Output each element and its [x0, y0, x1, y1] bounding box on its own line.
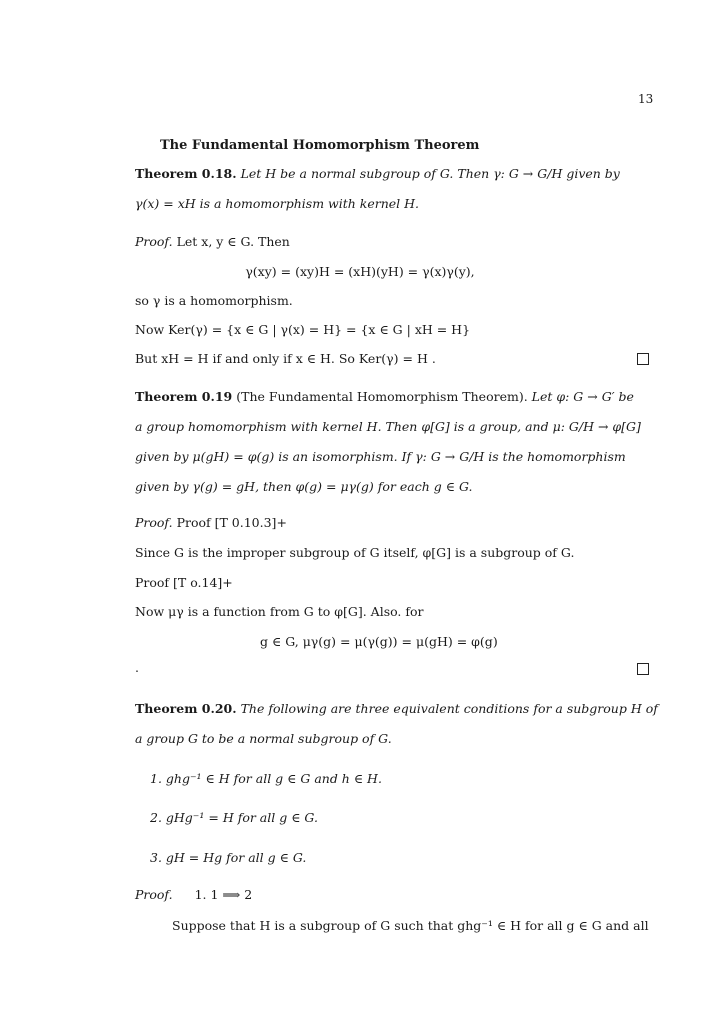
theorem-title: (The Fundamental Homomorphism Theorem). [236, 389, 528, 404]
proof-0-19-display-equation: g ∈ G, μγ(g) = μ(γ(g)) = μ(gH) = φ(g) [260, 634, 498, 649]
list-item: 1. ghg⁻¹ ∈ H for all g ∈ G and h ∈ H. [150, 771, 382, 786]
list-item: 3. gH = Hg for all g ∈ G. [150, 850, 307, 865]
theorem-0-18-line2: γ(x) = xH is a homomorphism with kernel H. [135, 196, 420, 211]
proof-0-19-line3: Proof [T o.14]+ [135, 575, 233, 590]
proof-label: Proof. [135, 887, 173, 902]
theorem-label: Theorem 0.19 [135, 389, 233, 404]
proof-0-19-line1 [135, 515, 287, 530]
theorem-0-20-line1 [135, 701, 658, 716]
theorem-label: Theorem 0.18. [135, 166, 237, 181]
page-number: 13 [638, 92, 654, 106]
proof-0-18-line3: Now Ker(γ) = {x ∈ G | γ(x) = H} = {x ∈ G | xH = H} [135, 322, 471, 337]
proof-label: Proof. [135, 234, 173, 249]
theorem-0-19-line3: given by μ(gH) = φ(g) is an isomorphism. If γ: G → G/H is the homomorphism [135, 449, 626, 464]
proof-label: Proof. [135, 515, 173, 530]
theorem-text: Let φ: G → G′ be [531, 389, 634, 404]
proof-0-18-line2: so γ is a homomorphism. [135, 293, 293, 308]
proof-step: 1. 1 ⟹ 2 [194, 887, 253, 902]
proof-0-18-line1 [135, 234, 290, 249]
proof-text: Let x, y ∈ G. Then [176, 234, 290, 249]
proof-0-20-line1 [135, 887, 252, 902]
theorem-text: The following are three equivalent conditions for a subgroup H of [240, 701, 658, 716]
theorem-0-19-line2: a group homomorphism with kernel H. Then φ[G] is a group, and μ: G/H → φ[G] [135, 419, 641, 434]
theorem-0-18-line1 [135, 166, 620, 181]
proof-0-18-display-equation: γ(xy) = (xy)H = (xH)(yH) = γ(x)γ(y), [245, 264, 475, 279]
theorem-text: Let H be a normal subgroup of G. Then γ: G → G/H given by [240, 166, 620, 181]
proof-0-18-line4: But xH = H if and only if x ∈ H. So Ker(γ) = H . [135, 351, 436, 366]
list-item: 2. gHg⁻¹ = H for all g ∈ G. [150, 810, 318, 825]
theorem-0-19-line4: given by γ(g) = gH, then φ(g) = μγ(g) for each g ∈ G. [135, 479, 473, 494]
proof-0-20-line2: Suppose that H is a subgroup of G such that ghg⁻¹ ∈ H for all g ∈ G and all [172, 918, 649, 933]
qed-box [637, 353, 649, 365]
proof-0-19-dot: . [135, 660, 139, 675]
qed-box [637, 663, 649, 675]
theorem-0-20-line2: a group G to be a normal subgroup of G. [135, 731, 392, 746]
section-title: The Fundamental Homomorphism Theorem [160, 138, 480, 153]
proof-text: Proof [T 0.10.3]+ [176, 515, 287, 530]
theorem-0-19-line1 [135, 389, 634, 404]
proof-0-19-line4: Now μγ is a function from G to φ[G]. Also. for [135, 604, 424, 619]
theorem-label: Theorem 0.20. [135, 701, 237, 716]
proof-0-19-line2: Since G is the improper subgroup of G itself, φ[G] is a subgroup of G. [135, 545, 575, 560]
